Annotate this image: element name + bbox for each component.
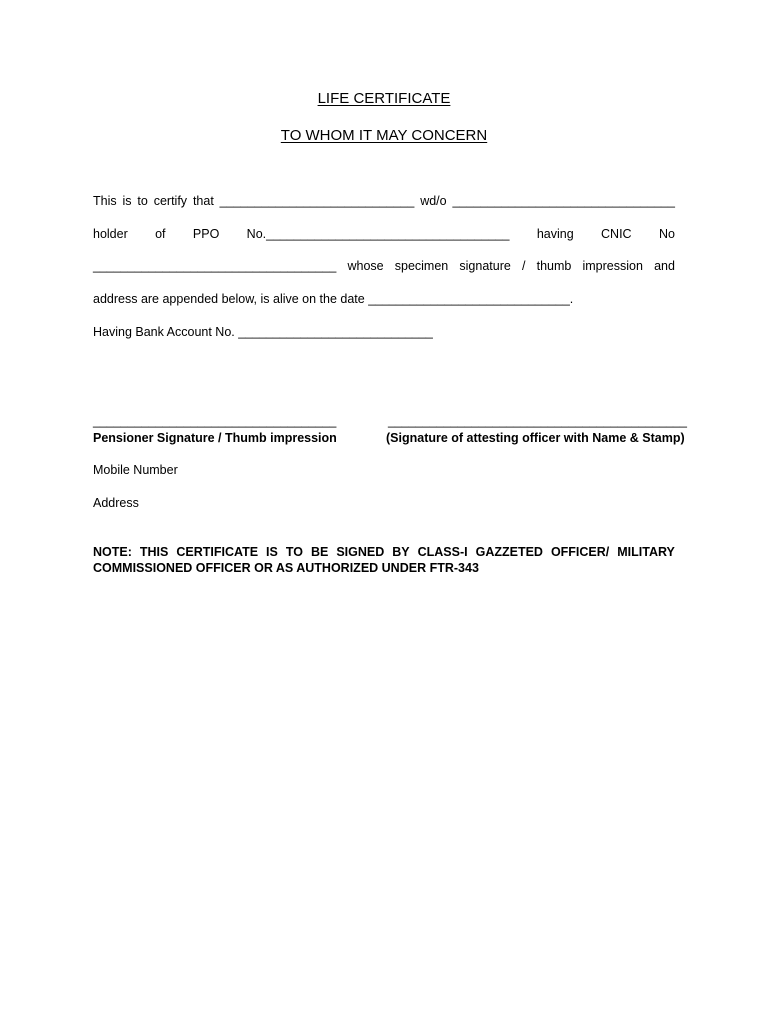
ppo-number-blank: No.___________________________________ <box>246 227 510 241</box>
word: to <box>137 194 148 208</box>
note-line-2: COMMISSIONED OFFICER OR AS AUTHORIZED UNDER FTR-343 <box>93 561 479 575</box>
alive-date-line: address are appended below, is alive on the date _____________________________. <box>93 292 574 306</box>
word: BY <box>392 545 410 559</box>
word: / <box>521 259 526 273</box>
officer-signature-label: (Signature of attesting officer with Name & Stamp) <box>386 431 685 445</box>
word: wd/o <box>420 194 447 208</box>
word: CERTIFICATE <box>176 545 259 559</box>
word: CNIC <box>601 227 632 241</box>
word: PPO <box>192 227 220 241</box>
mobile-number-label: Mobile Number <box>93 463 178 477</box>
word: thumb <box>536 259 572 273</box>
word: holder <box>93 227 128 241</box>
word: and <box>654 259 675 273</box>
cnic-line <box>93 259 675 273</box>
word: whose <box>347 259 384 273</box>
certify-line <box>93 194 675 208</box>
word: TO <box>285 545 303 559</box>
bank-account-line: Having Bank Account No. ____________________________ <box>93 325 433 339</box>
word: No <box>658 227 675 241</box>
word: is <box>122 194 132 208</box>
word: specimen <box>394 259 449 273</box>
word: CLASS-I <box>417 545 468 559</box>
word: certify <box>153 194 188 208</box>
officer-signature-line: ___________________________________________ <box>388 414 687 428</box>
pensioner-name-blank: ____________________________ <box>219 194 415 208</box>
word: This <box>93 194 117 208</box>
word: BE <box>310 545 329 559</box>
word: NOTE: <box>93 545 132 559</box>
certificate-title: LIFE CERTIFICATE <box>317 90 451 107</box>
word: IS <box>266 545 278 559</box>
word: GAZZETED <box>475 545 543 559</box>
certificate-subtitle: TO WHOM IT MAY CONCERN <box>280 127 488 144</box>
word: MILITARY <box>617 545 675 559</box>
word: SIGNED <box>336 545 385 559</box>
note-block <box>93 544 675 576</box>
cnic-number-blank: ___________________________________ <box>93 259 337 273</box>
pensioner-signature-line: ___________________________________ <box>93 414 337 428</box>
word: of <box>155 227 166 241</box>
word: having <box>536 227 574 241</box>
word: THIS <box>139 545 169 559</box>
word: OFFICER/ <box>550 545 610 559</box>
note-line-1 <box>93 544 675 560</box>
word: that <box>192 194 214 208</box>
wife-of-blank: ________________________________ <box>452 194 675 208</box>
word: signature <box>459 259 511 273</box>
pensioner-signature-label: Pensioner Signature / Thumb impression <box>93 431 337 445</box>
ppo-line <box>93 227 675 241</box>
address-label: Address <box>93 496 139 510</box>
word: impression <box>582 259 643 273</box>
